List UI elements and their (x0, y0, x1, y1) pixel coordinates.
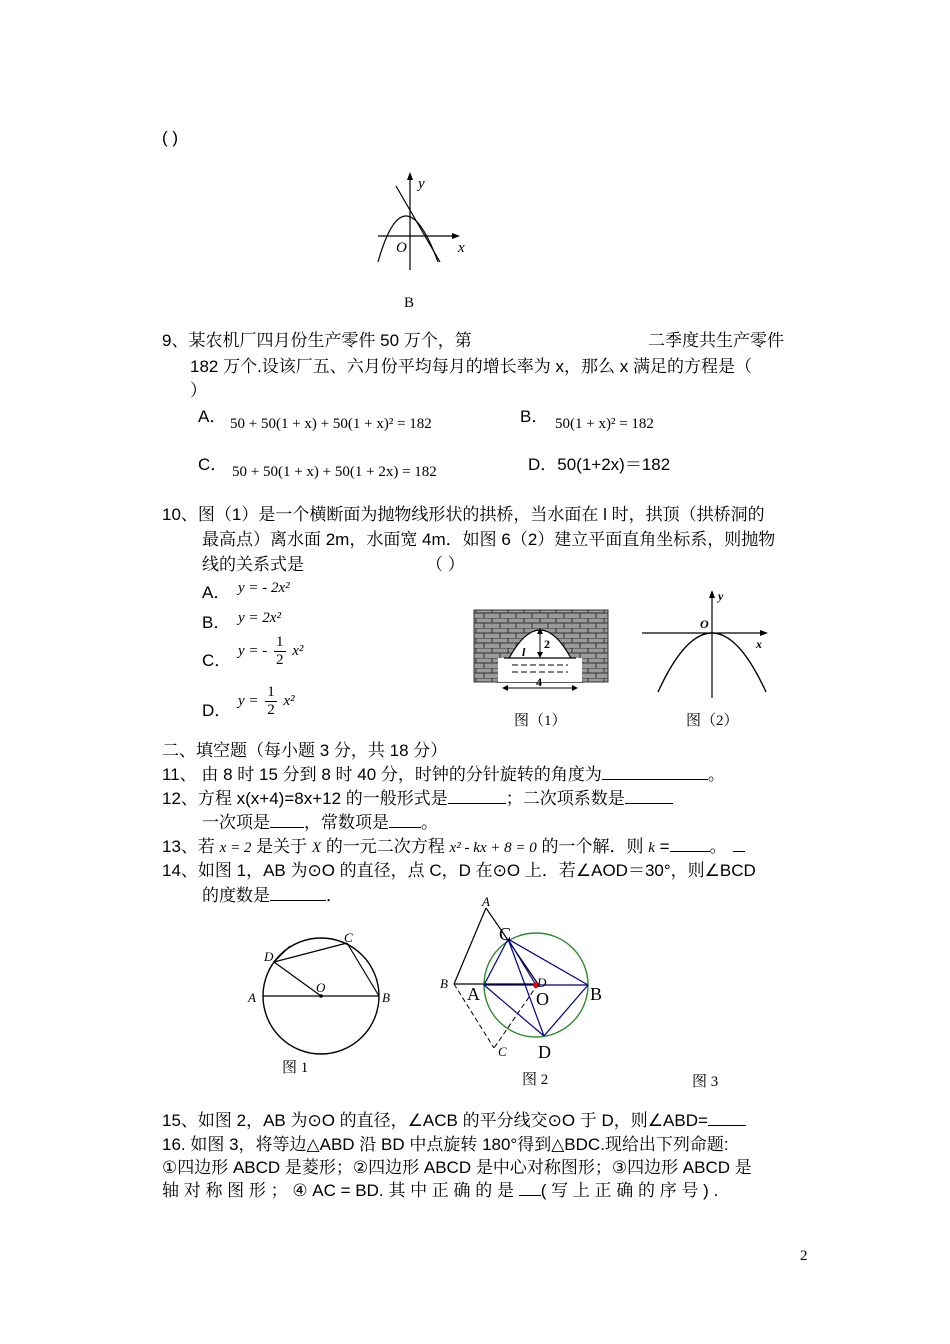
q12-blank-linear-term[interactable] (270, 811, 304, 828)
label-4: 4 (536, 675, 542, 689)
fig3-caption: 图 3 (692, 1074, 719, 1090)
fig1-caption: 图 1 (282, 1060, 309, 1076)
q8-parabola (378, 216, 438, 262)
q16-line3b: ( 写 上 正 确 的 序 号 ) . (540, 1181, 719, 1200)
q10-option-b-label: B． (202, 613, 231, 632)
q10-option-c-x2: x² (292, 643, 304, 659)
q10-option-c-num: 1 (276, 634, 284, 650)
q16-line2: ①四边形 ABCD 是菱形；②四边形 ABCD 是中心对称图形；③四边形 ABCD 是 (162, 1158, 752, 1177)
q13-pre: 13、若 (162, 837, 215, 856)
q8-label-x: x (458, 240, 465, 256)
q12-blank-general-form[interactable] (448, 787, 506, 804)
q12-line1 (162, 784, 673, 809)
q13-math4: k (648, 840, 655, 856)
q14-end: ． (326, 886, 343, 905)
q12-line2 (202, 808, 438, 833)
q12-line2b: ，常数项是 (304, 813, 389, 832)
q13-math1: x = 2 (219, 840, 252, 856)
q9-option-b-label: B． (520, 407, 549, 426)
q12-blank-quadratic-coef[interactable] (625, 787, 673, 804)
q12-line2a: 一次项是 (202, 813, 270, 832)
q10-option-d-den: 2 (267, 702, 275, 718)
q8-parabola-figure (370, 170, 480, 315)
figure2-figure3 (436, 896, 626, 1091)
q12-blank-constant-term[interactable] (389, 811, 421, 828)
q8-label-y: y (418, 176, 425, 192)
q13 (162, 832, 745, 857)
q11 (162, 760, 725, 785)
q15 (162, 1106, 746, 1131)
q10-answer-paren: （ ） (426, 555, 465, 574)
q14-blank[interactable] (270, 884, 326, 901)
q11-blank[interactable] (602, 763, 708, 780)
q16-line3a: 轴 对 称 图 形 ； ④ AC = BD. 其 中 正 确 的 是 (162, 1181, 514, 1200)
q13-math2: X (311, 840, 322, 856)
fig2-label-o: O (700, 617, 709, 631)
fig3-label-d: D (537, 975, 547, 990)
q10-figure1-bridge (472, 608, 612, 733)
fig3-label-c: C (498, 1044, 507, 1059)
q12-end: 。 (421, 813, 438, 832)
fig2-label-d: D (538, 1042, 551, 1062)
q9-line1b: 二季度共生产零件 (648, 331, 784, 350)
q10-option-c-pre: y = - (238, 643, 268, 659)
q9-line3: ） (190, 381, 207, 400)
q10-option-d-label: D． (202, 701, 232, 720)
fig2-label-y: y (718, 589, 724, 603)
q10-option-c-label: C． (202, 651, 232, 670)
fig2-label-o: O (536, 989, 549, 1009)
q10-option-c-fraction (274, 634, 286, 669)
fig2-caption: 图（2） (686, 713, 739, 729)
q13-t1: 是关于 (256, 837, 308, 856)
q12-text: 12、方程 x(x+4)=8x+12 的一般形式是 (162, 789, 448, 808)
q8-y-arrow (407, 172, 413, 180)
q10-line3: 线的关系式是 (202, 555, 304, 574)
fig1-caption: 图（1） (514, 713, 567, 729)
q9-option-b: 50(1 + x)² = 182 (555, 416, 654, 432)
fig1-label-b: B (382, 990, 390, 1005)
q13-underline (733, 835, 745, 852)
q10-option-d-num: 1 (267, 684, 275, 700)
fig2-label-a: A (467, 984, 480, 1004)
q10-option-d-x2: x² (283, 693, 295, 709)
q10-line1: 10、图（1）是一个横断面为抛物线形状的拱桥，当水面在 l 时，拱顶（拱桥洞的 (162, 505, 765, 524)
q9-option-a: 50 + 50(1 + x) + 50(1 + x)² = 182 (230, 416, 432, 432)
q12-mid: ；二次项系数是 (505, 789, 625, 808)
q9-option-a-label: A． (198, 407, 227, 426)
fig1-label-c: C (344, 930, 353, 945)
fig1-label-d: D (264, 949, 274, 964)
q13-math3: x² - kx + 8 = 0 (449, 840, 537, 856)
q8-option-b: B (404, 295, 415, 311)
section2-heading: 二、填空题（每小题 3 分，共 18 分） (162, 741, 448, 760)
q8-label-o: O (396, 240, 407, 256)
q16-blank[interactable] (519, 1179, 541, 1196)
fig2-caption: 图 2 (522, 1072, 549, 1088)
q9-option-c: 50 + 50(1 + x) + 50(1 + 2x) = 182 (232, 464, 437, 480)
q10-line2: 最高点）离水面 2m，水面宽 4m．如图 6（2）建立平面直角坐标系，则抛物 (202, 530, 776, 549)
q8-x-arrow (452, 233, 460, 239)
q10-option-b: y = 2x² (238, 610, 281, 626)
q8-answer-paren: ( ) (162, 128, 179, 147)
q10-option-d-fraction (265, 684, 277, 719)
label-2: 2 (544, 637, 550, 651)
q16-line3 (162, 1176, 718, 1201)
fig2-label-b: B (590, 984, 603, 1004)
q14-line2 (202, 881, 343, 906)
q9-option-d: D．50(1+2x)＝182 (528, 455, 671, 474)
q9-line1a: 9、某农机厂四月份生产零件 50 万个，第 (162, 331, 472, 350)
q10-option-d (238, 684, 295, 719)
q13-t2: 的一元二次方程 (325, 837, 445, 856)
q9-option-c-label: C． (198, 455, 228, 474)
q9-line2: 182 万个.设该厂五、六月份平均每月的增长率为 x，那么 x 满足的方程是（ (190, 357, 752, 376)
fig3-label-b: B (440, 976, 448, 991)
q13-end: 。 (709, 837, 727, 856)
q13-t3: 的一个解．则 (541, 837, 644, 856)
page-number: 2 (800, 1248, 808, 1264)
q10-option-c-den: 2 (276, 652, 284, 668)
fig1-label-o: O (316, 980, 326, 995)
q16-line1: 16. 如图 3，将等边△ABD 沿 BD 中点旋转 180°得到△BDC.现给出下列命题: (162, 1135, 729, 1154)
q10-option-a: y = - 2x² (238, 580, 290, 596)
q15-blank[interactable] (708, 1109, 746, 1126)
fig2-label-c: C (499, 924, 512, 944)
figure1-circle (242, 926, 402, 1081)
q10-option-c (238, 634, 303, 669)
q10-option-d-pre: y = (238, 693, 259, 709)
q11-text: 11、 由 8 时 15 分到 8 时 40 分，时钟的分针旋转的角度为 (162, 765, 602, 784)
q10-option-a-label: A． (202, 583, 231, 602)
q15-text: 15、如图 2，AB 为⊙O 的直径，∠ACB 的平分线交⊙O 于 D，则∠ABD= (162, 1111, 708, 1130)
q14-line2-text: 的度数是 (202, 886, 270, 905)
fig2-label-x: x (756, 637, 762, 651)
fig3-label-a: A (482, 894, 490, 909)
q14-line1: 14、如图 1，AB 为⊙O 的直径，点 C，D 在⊙O 上．若∠AOD＝30°，则∠BCD (162, 861, 756, 880)
q13-blank[interactable] (670, 835, 710, 852)
q11-end: 。 (707, 765, 725, 784)
label-l: l (522, 645, 526, 659)
fig1-label-a: A (248, 990, 256, 1005)
q13-t4: = (659, 837, 670, 856)
q10-figure2-axes (638, 588, 778, 733)
